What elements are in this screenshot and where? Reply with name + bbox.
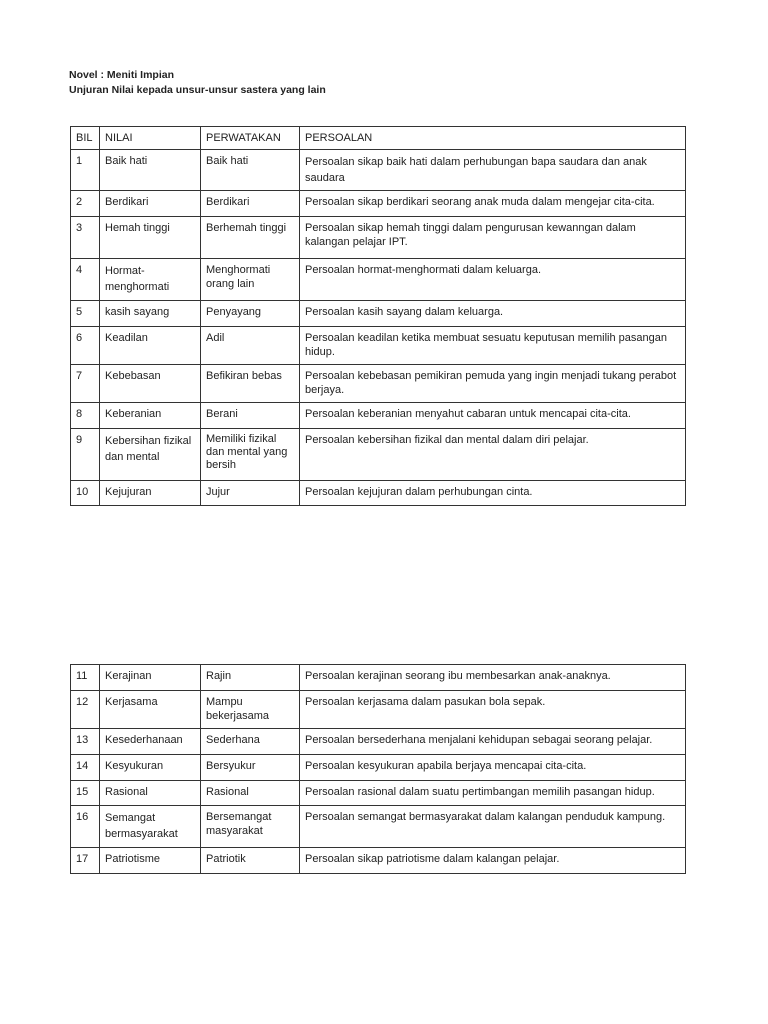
cell-bil: 17 [71, 848, 100, 874]
table-row [71, 691, 686, 729]
cell-nilai: Kebersihan fizikal dan mental [100, 429, 201, 481]
cell-nilai: Semangat bermasyarakat [100, 806, 201, 848]
cell-perwatakan: Rasional [201, 781, 300, 806]
cell-persoalan: Persoalan kasih sayang dalam keluarga. [300, 301, 686, 327]
cell-nilai: Kesyukuran [100, 755, 201, 781]
table-row [71, 301, 686, 327]
table-header-row [71, 127, 686, 150]
cell-nilai: Keadilan [100, 327, 201, 365]
table-row [71, 755, 686, 781]
cell-bil: 5 [71, 301, 100, 327]
cell-persoalan: Persoalan hormat-menghormati dalam keluarga. [300, 259, 686, 301]
cell-nilai: Kejujuran [100, 481, 201, 506]
table-row [71, 665, 686, 691]
cell-bil: 4 [71, 259, 100, 301]
table-row [71, 150, 686, 191]
cell-persoalan: Persoalan kerjasama dalam pasukan bola sepak. [300, 691, 686, 729]
document-title: Novel : Meniti Impian [69, 69, 175, 81]
cell-perwatakan: Memiliki fizikal dan mental yang bersih [201, 429, 300, 481]
cell-bil: 9 [71, 429, 100, 481]
cell-perwatakan: Berdikari [201, 191, 300, 217]
cell-perwatakan: Baik hati [201, 150, 300, 191]
cell-bil: 12 [71, 691, 100, 729]
cell-bil: 11 [71, 665, 100, 691]
cell-perwatakan: Befikiran bebas [201, 365, 300, 403]
cell-nilai: Keberanian [100, 403, 201, 429]
values-table-1 [70, 126, 686, 506]
cell-perwatakan: Rajin [201, 665, 300, 691]
document-subtitle: Unjuran Nilai kepada unsur-unsur sastera yang lain [69, 84, 326, 96]
table-row [71, 781, 686, 806]
table-row [71, 365, 686, 403]
cell-persoalan: Persoalan semangat bermasyarakat dalam kalangan penduduk kampung. [300, 806, 686, 848]
table-row [71, 191, 686, 217]
cell-bil: 3 [71, 217, 100, 259]
cell-bil: 7 [71, 365, 100, 403]
values-table-2 [70, 664, 686, 874]
cell-persoalan: Persoalan keadilan ketika membuat sesuatu keputusan memilih pasangan hidup. [300, 327, 686, 365]
cell-perwatakan: Bersemangat masyarakat [201, 806, 300, 848]
cell-bil: 6 [71, 327, 100, 365]
table-row [71, 481, 686, 506]
cell-perwatakan: Penyayang [201, 301, 300, 327]
cell-bil: 15 [71, 781, 100, 806]
cell-bil: 13 [71, 729, 100, 755]
cell-persoalan: Persoalan rasional dalam suatu pertimbangan memilih pasangan hidup. [300, 781, 686, 806]
table-row [71, 729, 686, 755]
cell-bil: 10 [71, 481, 100, 506]
cell-persoalan: Persoalan sikap baik hati dalam perhubungan bapa saudara dan anak saudara [300, 150, 686, 191]
cell-bil: 1 [71, 150, 100, 191]
table-row [71, 259, 686, 301]
cell-persoalan: Persoalan bersederhana menjalani kehidupan sebagai seorang pelajar. [300, 729, 686, 755]
cell-nilai: Patriotisme [100, 848, 201, 874]
table-row [71, 429, 686, 481]
cell-perwatakan: Berani [201, 403, 300, 429]
cell-nilai: Kebebasan [100, 365, 201, 403]
header-persoalan: PERSOALAN [300, 127, 686, 150]
cell-bil: 8 [71, 403, 100, 429]
cell-persoalan: Persoalan sikap berdikari seorang anak muda dalam mengejar cita-cita. [300, 191, 686, 217]
cell-perwatakan: Sederhana [201, 729, 300, 755]
cell-nilai: Baik hati [100, 150, 201, 191]
cell-persoalan: Persoalan sikap patriotisme dalam kalangan pelajar. [300, 848, 686, 874]
cell-nilai: Kerjasama [100, 691, 201, 729]
cell-persoalan: Persoalan sikap hemah tinggi dalam pengurusan kewanngan dalam kalangan pelajar IPT. [300, 217, 686, 259]
cell-persoalan: Persoalan kebersihan fizikal dan mental dalam diri pelajar. [300, 429, 686, 481]
cell-nilai: Kerajinan [100, 665, 201, 691]
cell-bil: 2 [71, 191, 100, 217]
cell-perwatakan: Bersyukur [201, 755, 300, 781]
cell-perwatakan: Patriotik [201, 848, 300, 874]
cell-perwatakan: Menghormati orang lain [201, 259, 300, 301]
header-perwatakan: PERWATAKAN [201, 127, 300, 150]
cell-perwatakan: Berhemah tinggi [201, 217, 300, 259]
table-row [71, 217, 686, 259]
cell-nilai: Rasional [100, 781, 201, 806]
header-bil: BIL [71, 127, 100, 150]
header-nilai: NILAI [100, 127, 201, 150]
cell-persoalan: Persoalan keberanian menyahut cabaran untuk mencapai cita-cita. [300, 403, 686, 429]
cell-persoalan: Persoalan kejujuran dalam perhubungan cinta. [300, 481, 686, 506]
cell-perwatakan: Jujur [201, 481, 300, 506]
cell-nilai: Hormat-menghormati [100, 259, 201, 301]
cell-persoalan: Persoalan kebebasan pemikiran pemuda yang ingin menjadi tukang perabot berjaya. [300, 365, 686, 403]
cell-perwatakan: Mampu bekerjasama [201, 691, 300, 729]
cell-persoalan: Persoalan kerajinan seorang ibu membesarkan anak-anaknya. [300, 665, 686, 691]
cell-perwatakan: Adil [201, 327, 300, 365]
cell-bil: 16 [71, 806, 100, 848]
cell-nilai: Kesederhanaan [100, 729, 201, 755]
table-row [71, 848, 686, 874]
cell-nilai: Hemah tinggi [100, 217, 201, 259]
cell-bil: 14 [71, 755, 100, 781]
table-row [71, 806, 686, 848]
cell-nilai: kasih sayang [100, 301, 201, 327]
cell-nilai: Berdikari [100, 191, 201, 217]
table-row [71, 403, 686, 429]
table-row [71, 327, 686, 365]
cell-persoalan: Persoalan kesyukuran apabila berjaya mencapai cita-cita. [300, 755, 686, 781]
